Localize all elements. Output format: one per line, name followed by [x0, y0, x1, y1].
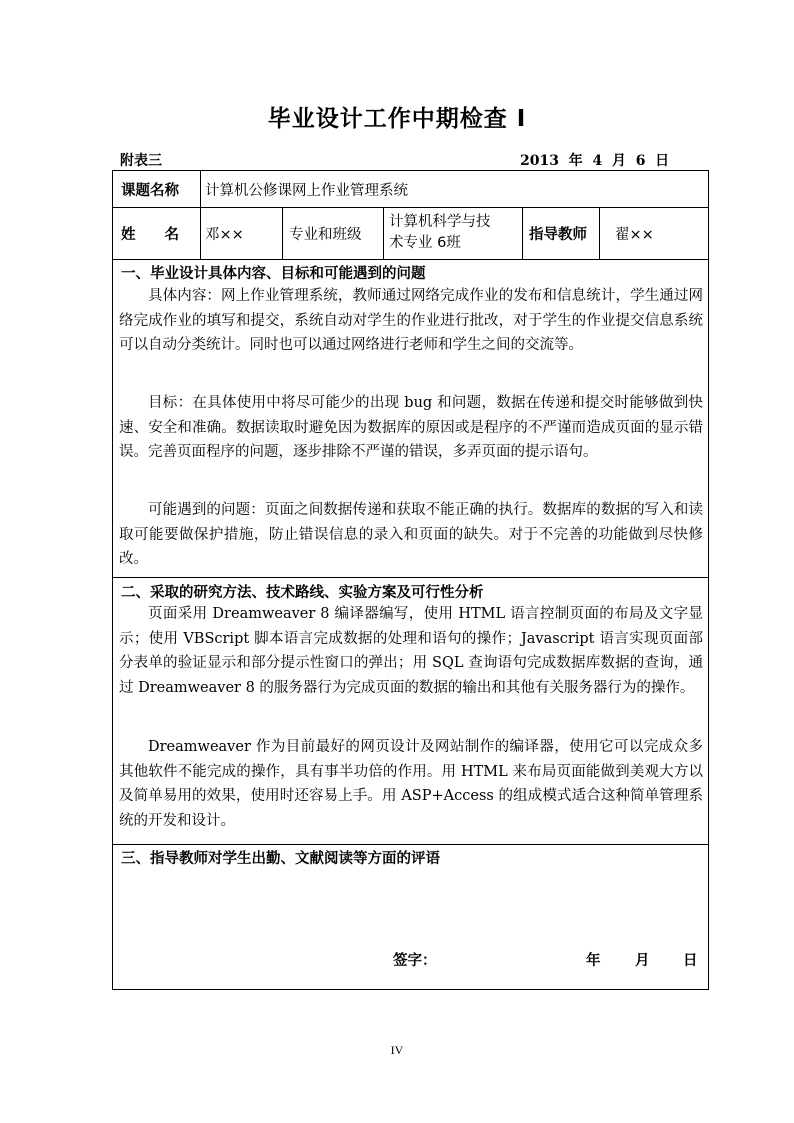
- advisor-value: 翟××: [615, 226, 654, 243]
- advisor-label: 指导教师: [529, 226, 587, 243]
- major-value-line1: 计算机科学与技: [389, 214, 491, 230]
- column-divider: [200, 171, 201, 259]
- column-divider: [599, 207, 600, 259]
- column-divider: [383, 207, 384, 259]
- section2-paragraph: 页面采用 Dreamweaver 8 编译器编写，使用 HTML 语言控制页面的布局及文字显示；使用 VBScript 脚本语言完成数据的处理和语句的操作；Javascript 语言实现页面部分表单的验证显示和部分提示性窗口的弹出；用 SQL 查询语句完成数据库数据的查询，通过 Dreamweaver 8 的服务器行为完成页面的数据的输出和其他有关服务器行为的操作。: [119, 606, 703, 696]
- document-date: 2013 年 4 月 6 日: [520, 153, 670, 169]
- major-value-line2: 术专业 6班: [389, 235, 461, 251]
- section2-heading: 二、采取的研究方法、技术路线、实验方案及可行性分析: [121, 585, 484, 601]
- row-divider: [113, 259, 708, 260]
- major-label: 专业和班级: [289, 226, 362, 243]
- section1-heading: 一、毕业设计具体内容、目标和可能遇到的问题: [121, 266, 426, 282]
- row-divider: [113, 577, 708, 578]
- section2-paragraph: Dreamweaver 作为目前最好的网页设计及网站制作的编译器，使用它可以完成众多其他软件不能完成的操作，具有事半功倍的作用。用 HTML 来布局页面能做到美观大方以及简单易用的效果，使用时还容易上手。用 ASP+Access 的组成模式适合这种简单管理系统的开发和设计。: [119, 739, 703, 829]
- year-label: 年: [586, 953, 601, 969]
- row-divider: [113, 844, 708, 845]
- check-form-table: [112, 170, 709, 990]
- major-value: [389, 207, 491, 259]
- month-label: 月: [635, 953, 650, 969]
- signature-label: 签字：: [393, 953, 437, 969]
- page-number: IV: [390, 1043, 404, 1057]
- day-label: 日: [683, 953, 698, 969]
- topic-label: 课题名称: [121, 182, 179, 199]
- column-divider: [282, 207, 283, 259]
- section3-heading: 三、指导教师对学生出勤、文献阅读等方面的评语: [121, 851, 440, 867]
- name-value: 邓××: [205, 226, 244, 243]
- section1-paragraph: 目标：在具体使用中将尽可能少的出现 bug 和问题，数据在传递和提交时能够做到快速、安全和准确。数据读取时避免因为数据库的原因或是程序的不严谨而造成页面的显示错误。完善页面程序的问题，逐步排除不严谨的错误，多弄页面的提示语句。: [119, 395, 703, 460]
- column-divider: [522, 207, 523, 259]
- attachment-label: 附表三: [120, 153, 162, 169]
- topic-value: 计算机公修课网上作业管理系统: [205, 182, 408, 199]
- section1-paragraph: 具体内容：网上作业管理系统，教师通过网络完成作业的发布和信息统计，学生通过网络完成作业的填写和提交，系统自动对学生的作业进行批改，对于学生的作业提交信息系统可以自动分类统计。同时也可以通过网络进行老师和学生之间的交流等。: [119, 288, 703, 353]
- document-title: 毕业设计工作中期检查 I: [267, 106, 527, 132]
- name-label: 姓 名: [121, 226, 179, 243]
- section1-paragraph: 可能遇到的问题：页面之间数据传递和获取不能正确的执行。数据库的数据的写入和读取可能要做保护措施，防止错误信息的录入和页面的缺失。对于不完善的功能做到尽快修改。: [119, 502, 703, 567]
